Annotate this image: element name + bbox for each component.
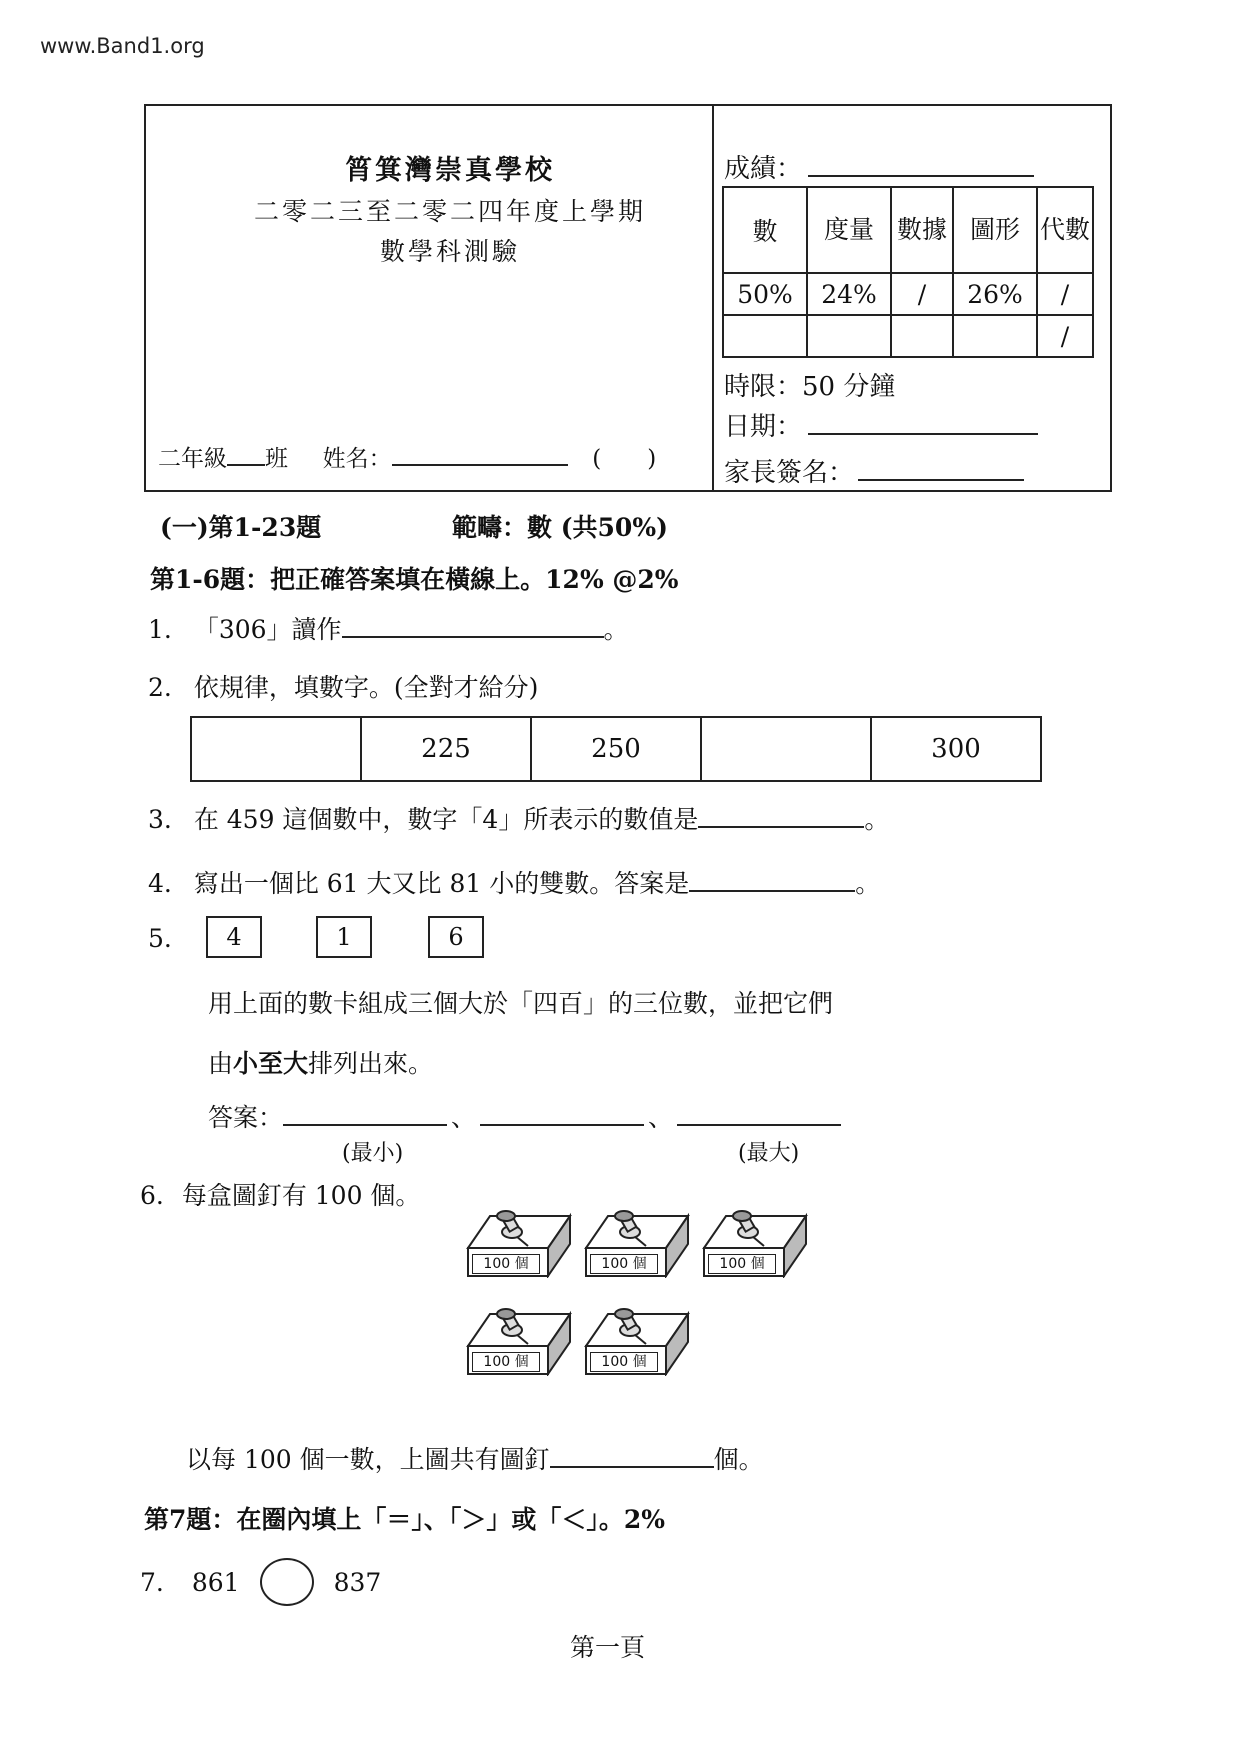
box-label: 100 個 (472, 1254, 540, 1274)
sequence-cell: 300 (871, 717, 1041, 781)
q6-answer-blank[interactable] (550, 1466, 714, 1468)
q7-left-number: 861 (191, 1567, 240, 1597)
q3-answer-blank[interactable] (698, 826, 864, 828)
school-name: 筲箕灣崇真學校 (345, 155, 555, 186)
box-label: 100 個 (590, 1352, 658, 1372)
q2-sequence-table (190, 716, 1042, 782)
question-3: 3. 在 459 這個數中，數字「4」所表示的數值是 。 (148, 805, 890, 834)
pushpin-box (584, 1304, 690, 1376)
score-line (724, 148, 1034, 185)
weight-cell: 50% (723, 273, 807, 315)
student-info-line (158, 440, 656, 473)
comparison-circle[interactable] (260, 1558, 314, 1606)
name-label: 姓名： (322, 446, 392, 472)
score-header-shape: 圖形 (953, 187, 1037, 273)
pushpin-box (466, 1206, 572, 1278)
question-2: 2. 依規律，填數字。(全對才給分) (148, 673, 539, 702)
score-blank[interactable] (808, 175, 1034, 177)
test-subject: 數學科測驗 (379, 237, 520, 266)
score-cell[interactable] (807, 315, 891, 357)
website-watermark: www.Band1.org (40, 34, 205, 58)
box-label: 100 個 (590, 1254, 658, 1274)
score-header-measure: 度量 (807, 187, 891, 273)
q6-answer-line: 以每 100 個一數，上圖共有圖釘 個。 (186, 1445, 764, 1474)
name-blank[interactable] (392, 464, 568, 466)
grade-label: 二年級 (158, 446, 227, 472)
weight-cell: / (1037, 273, 1093, 315)
sequence-cell: 225 (361, 717, 531, 781)
section-scope: 範疇：數 (共50%) (452, 513, 668, 542)
class-number-bracket[interactable]: ( ) (592, 446, 657, 472)
weight-cell: 26% (953, 273, 1037, 315)
question-7: 7. 861 837 (140, 1558, 381, 1606)
q5-answer-blank[interactable] (283, 1124, 447, 1126)
q4-answer-blank[interactable] (689, 890, 855, 892)
question-6: 6. 每盒圖釘有 100 個。 (140, 1181, 421, 1210)
pushpin-box (466, 1304, 572, 1376)
instruction-q7: 第7題：在圈內填上「＝」、「＞」或「＜」。2% (144, 1505, 666, 1534)
score-cell[interactable] (723, 315, 807, 357)
box-label: 100 個 (472, 1352, 540, 1372)
score-table (722, 186, 1094, 358)
time-limit: 時限：50 分鐘 (724, 372, 896, 402)
pushpin-box (584, 1206, 690, 1278)
parent-sign-line (724, 452, 1024, 489)
number-card: 6 (428, 916, 484, 958)
date-label: 日期： (724, 412, 803, 442)
min-label: (最小) (342, 1141, 404, 1166)
number-card: 1 (316, 916, 372, 958)
class-label: 班 (265, 446, 288, 472)
page-footer: 第一頁 (570, 1633, 646, 1662)
date-blank[interactable] (808, 433, 1038, 435)
question-4: 4. 寫出一個比 61 大又比 81 小的雙數。答案是 。 (148, 869, 881, 898)
sequence-cell: 250 (531, 717, 701, 781)
parent-sign-label: 家長簽名： (724, 458, 855, 488)
score-cell[interactable] (953, 315, 1037, 357)
class-blank[interactable] (227, 464, 265, 466)
question-5-number: 5. (148, 924, 172, 953)
weight-cell: 24% (807, 273, 891, 315)
section-title: (一)第1-23題 (160, 513, 322, 542)
pushpin-box (702, 1206, 808, 1278)
q5-answer-blank[interactable] (677, 1124, 841, 1126)
question-1: 1. 「306」讀作 。 (148, 615, 629, 644)
score-header-algebra: 代數 (1037, 187, 1093, 273)
score-label: 成績： (724, 154, 803, 184)
weight-cell: / (891, 273, 953, 315)
score-cell[interactable] (891, 315, 953, 357)
max-label: (最大) (738, 1141, 800, 1166)
number-card: 4 (206, 916, 262, 958)
q5-answer-blank[interactable] (480, 1124, 644, 1126)
box-label: 100 個 (708, 1254, 776, 1274)
date-line (724, 406, 1038, 443)
q5-text-line2: 由小至大排列出來。 (208, 1049, 434, 1078)
parent-sign-blank[interactable] (858, 479, 1024, 481)
sequence-cell[interactable] (701, 717, 871, 781)
score-header-data: 數據 (891, 187, 953, 273)
school-term: 二零二三至二零二四年度上學期 (253, 197, 646, 226)
instruction-q1-6: 第1-6題：把正確答案填在橫線上。12% @2% (150, 565, 679, 594)
header-divider (712, 104, 714, 492)
q5-answer-line: 答案： 、 、 (208, 1098, 841, 1134)
sequence-cell[interactable] (191, 717, 361, 781)
q5-text-line1: 用上面的數卡組成三個大於「四百」的三位數，並把它們 (208, 989, 834, 1018)
score-cell: / (1037, 315, 1093, 357)
q1-answer-blank[interactable] (342, 636, 604, 638)
q7-right-number: 837 (333, 1567, 382, 1597)
score-header-number: 數 (723, 187, 807, 273)
